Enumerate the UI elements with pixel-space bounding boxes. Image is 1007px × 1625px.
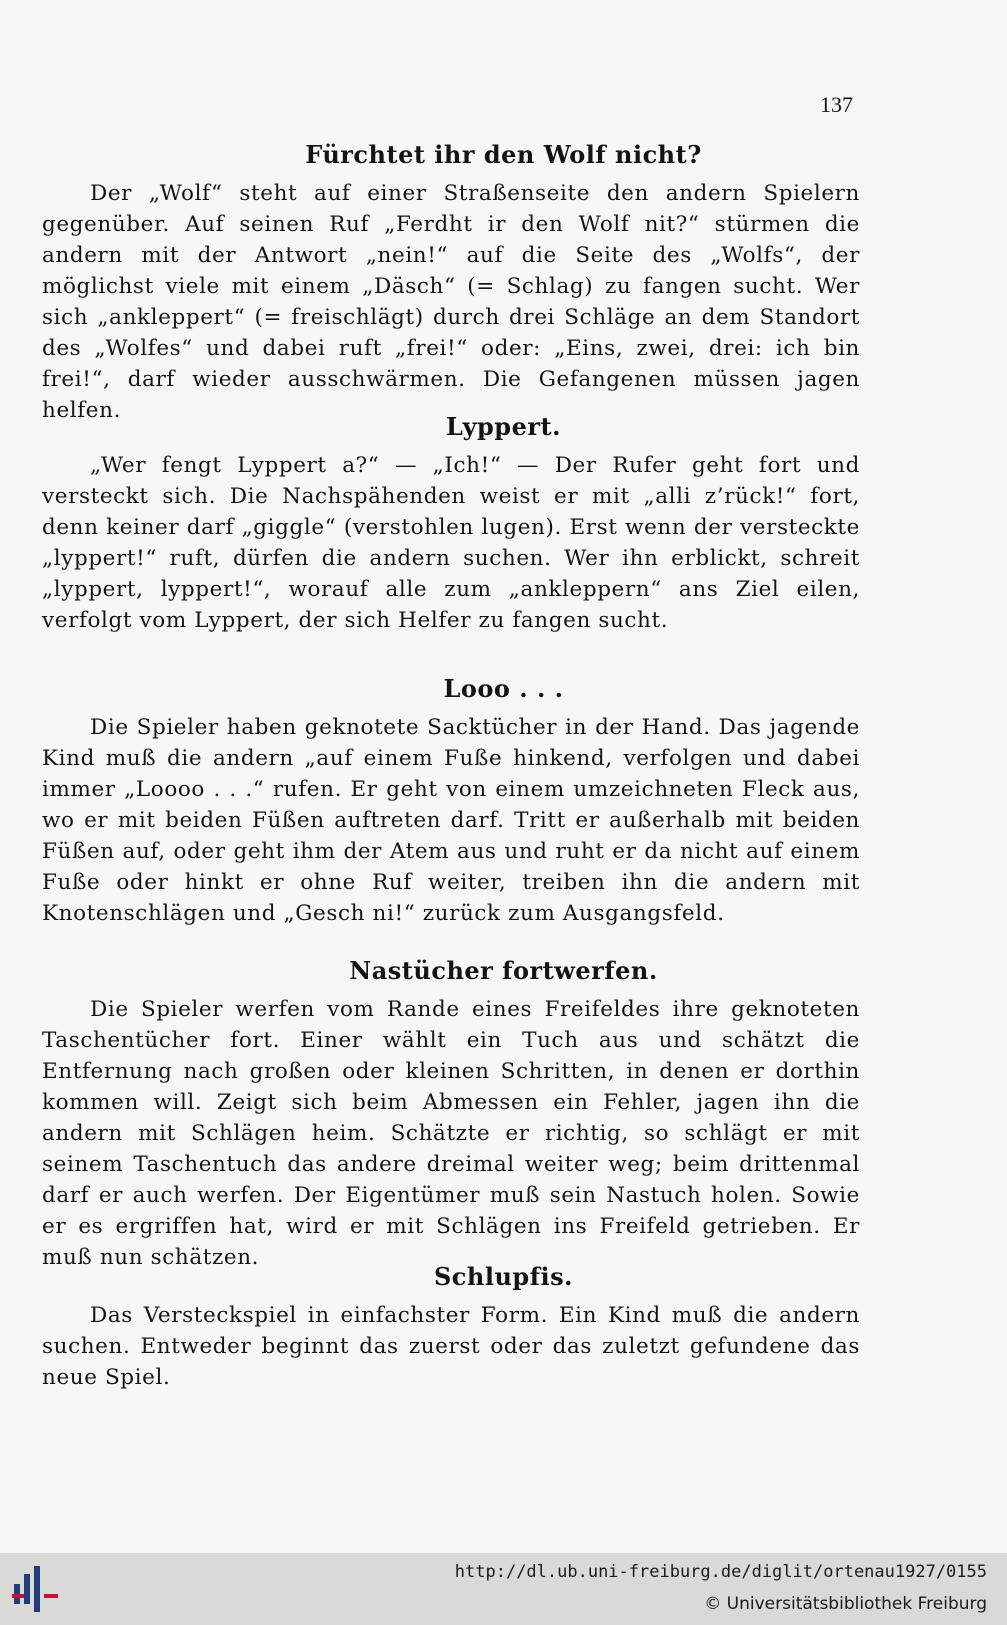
section-text-lyppert: „Wer fengt Lyppert a?“ — „Ich!“ — Der Rufer geht fort und versteckt sich. Die Nachspähenden weist er mit „alli z’rück!“ fort, denn keiner darf „giggle“ (verstohlen lugen). Erst wenn der versteckte „lyppert!“ ruft, dürfen die andern suchen. Wer ihn erblickt, schreit „lyppert, lyppert!“, worauf alle zum „ankleppern“ ans Ziel eilen, verfolgt vom Lyppert, der sich Helfer zu fangen sucht. — [42, 453, 860, 633]
source-url-link[interactable]: http://dl.ub.uni-freiburg.de/diglit/ortenau1927/0155 — [454, 1562, 987, 1582]
section-heading-lyppert: Lyppert. — [446, 412, 561, 441]
section-heading-nastuecher: Nastücher fortwerfen. — [349, 956, 658, 985]
section-text-wolf: Der „Wolf“ steht auf einer Straßenseite den andern Spielern gegenüber. Auf seinen Ruf „Ferdht ir den Wolf nit?“ stürmen die andern mit der Antwort „nein!“ auf die Seite des „Wolfs“, der möglichst viele mit einem „Däsch“ (= Schlag) zu fangen sucht. Wer sich „ankleppert“ (= freischlägt) durch drei Schläge an dem Standort des „Wolfes“ und dabei ruft „frei!“ oder: „Eins, zwei, drei: ich bin frei!“, darf wieder ausschwärmen. Die Gefangenen müssen jagen helfen. — [42, 181, 860, 423]
section-heading-looo: Looo . . . — [443, 674, 564, 703]
section-text-nastuecher: Die Spieler werfen vom Rande eines Freifeldes ihre geknoteten Taschentücher fort. Einer wählt ein Tuch aus und schätzt die Entfernung nach großen oder kleinen Schritten, in denen er dorthin kommen will. Zeigt sich beim Abmessen ein Fehler, jagen ihn die andern mit Schlägen heim. Schätzte er richtig, so schlägt er mit seinem Taschentuch das andere dreimal weiter weg; beim drittenmal darf er auch werfen. Der Eigentümer muß sein Nastuch holen. Sowie er es ergriffen hat, wird er mit Schlägen ins Freifeld getrieben. Er muß nun schätzen. — [42, 997, 860, 1270]
ub-freiburg-logo-icon[interactable] — [10, 1560, 66, 1616]
section-heading-wolf: Fürchtet ihr den Wolf nicht? — [305, 140, 702, 169]
section-text-looo: Die Spieler haben geknotete Sacktücher in der Hand. Das jagende Kind muß die andern „auf einem Fuße hinkend, verfolgen und dabei immer „Loooo . . .“ rufen. Er geht von einem umzeichneten Fleck aus, wo er mit beiden Füßen auftreten darf. Tritt er außerhalb mit beiden Füßen auf, oder geht ihm der Atem aus und ruht er da nicht auf einem Fuße oder hinkt er ohne Ruf weiter, treiben ihn die andern mit Knotenschlägen und „Gesch ni!“ zurück zum Ausgangsfeld. — [42, 715, 860, 926]
copyright-text: © Universitätsbibliothek Freiburg — [704, 1594, 987, 1614]
section-text-schlupfis: Das Versteckspiel in einfachster Form. Ein Kind muß die andern suchen. Entweder beginnt das zuerst oder das zuletzt gefundene das neue Spiel. — [42, 1303, 860, 1390]
page-number: 137 — [820, 92, 853, 117]
section-heading-schlupfis: Schlupfis. — [433, 1262, 574, 1291]
